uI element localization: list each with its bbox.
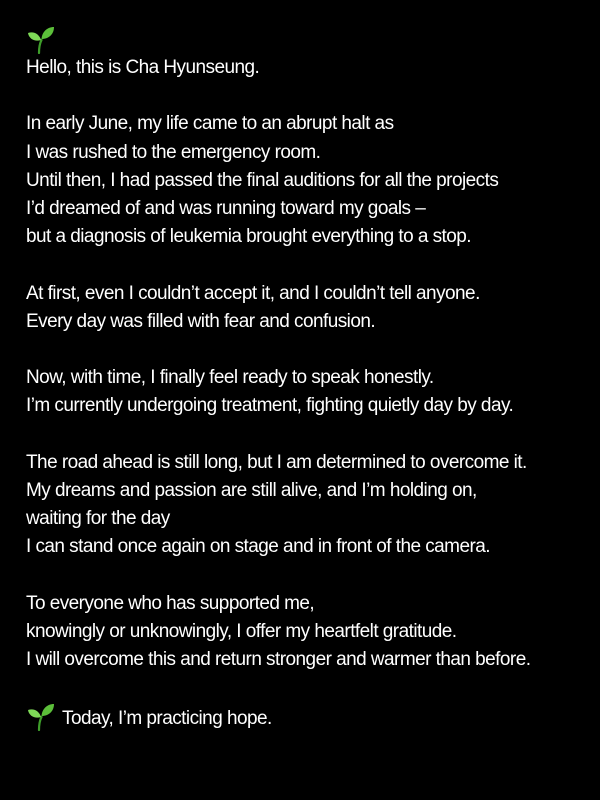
text-line: but a diagnosis of leukemia brought everything to a stop. — [26, 226, 472, 248]
sprout-icon — [26, 26, 56, 54]
text-line: I was rushed to the emergency room. — [26, 141, 321, 163]
text-line: waiting for the day — [26, 508, 170, 530]
paragraph-gap — [26, 336, 586, 364]
paragraph-gap — [26, 674, 586, 702]
text-line: At first, even I couldn’t accept it, and I couldn’t tell anyone. — [26, 282, 480, 304]
closing-text: Today, I’m practicing hope. — [62, 707, 272, 729]
greeting-line: Hello, this is Cha Hyunseung. — [26, 57, 260, 78]
paragraph-5 — [26, 590, 586, 675]
text-line: To everyone who has supported me, — [26, 592, 315, 614]
text-line: Now, with time, I finally feel ready to speak honestly. — [26, 367, 434, 389]
paragraph-1 — [26, 110, 586, 251]
text-line: I’m currently undergoing treatment, fighting quietly day by day. — [26, 395, 514, 417]
text-line: In early June, my life came to an abrupt halt as — [26, 113, 394, 135]
closing-line — [26, 703, 586, 733]
text-line: I’d dreamed of and was running toward my goals – — [26, 198, 426, 219]
text-line: Until then, I had passed the final auditions for all the projects — [26, 169, 499, 191]
text-line: I can stand once again on stage and in front of the camera. — [26, 536, 490, 558]
paragraph-gap — [26, 251, 586, 279]
sprout-icon — [26, 703, 56, 731]
text-line: The road ahead is still long, but I am determined to overcome it. — [26, 451, 527, 473]
paragraph-3 — [26, 364, 586, 420]
paragraph-gap — [26, 82, 586, 110]
paragraph-gap — [26, 562, 586, 590]
paragraph-2 — [26, 280, 586, 336]
paragraph-gap — [26, 421, 586, 449]
text-line: My dreams and passion are still alive, and I’m holding on, — [26, 479, 477, 501]
letter — [26, 26, 586, 733]
text-line: I will overcome this and return stronger and warmer than before. — [26, 649, 531, 671]
text-line: knowingly or unknowingly, I offer my heartfelt gratitude. — [26, 620, 457, 642]
paragraph-4 — [26, 449, 586, 562]
text-line: Every day was filled with fear and confusion. — [26, 310, 376, 332]
